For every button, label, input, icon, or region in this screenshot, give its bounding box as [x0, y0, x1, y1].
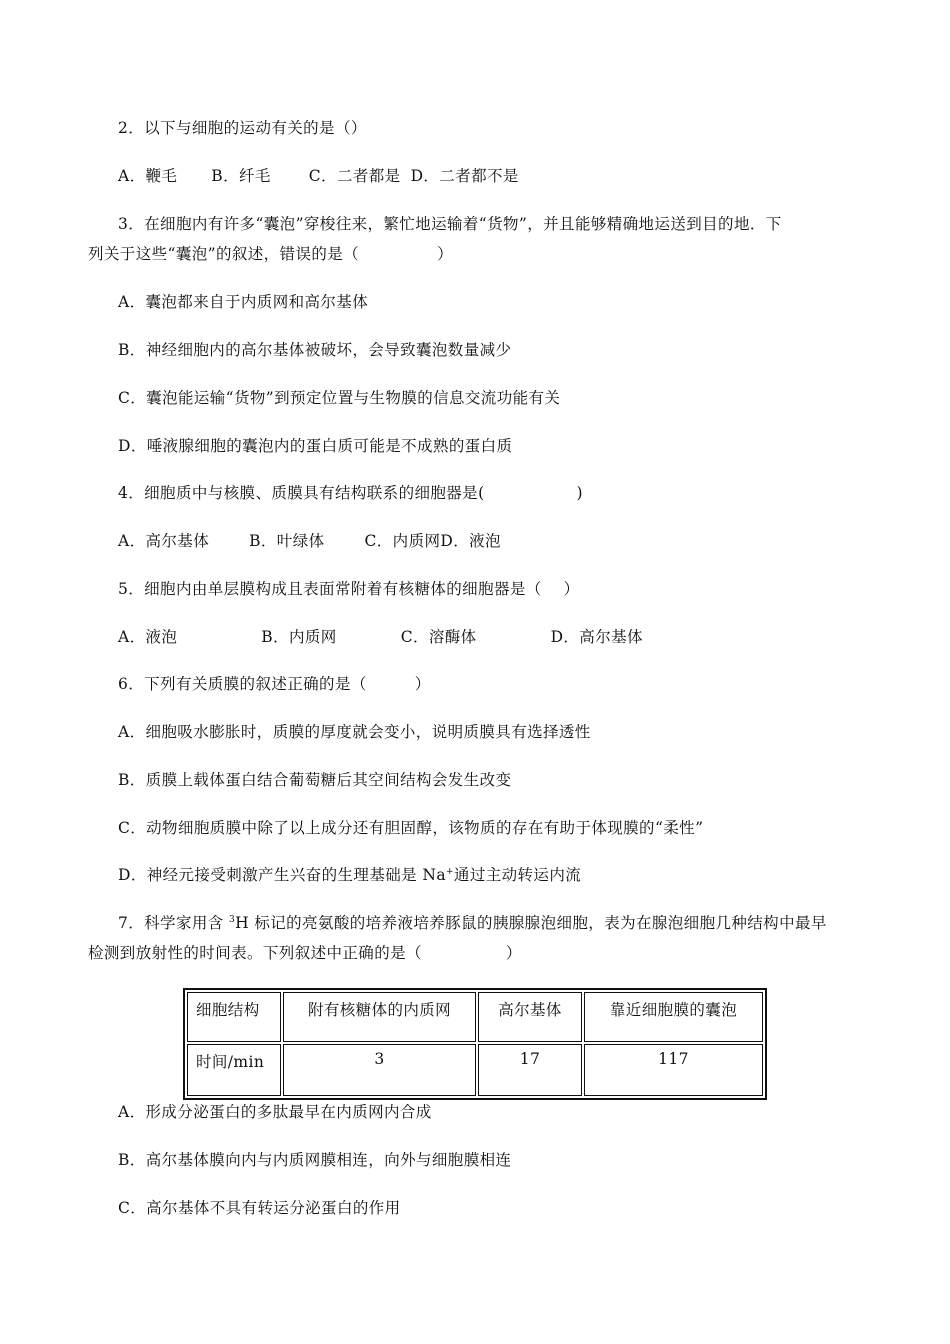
- q3-option-d: D．唾液腺细胞的囊泡内的蛋白质可能是不成熟的蛋白质: [118, 437, 513, 455]
- q6-option-d: [118, 865, 581, 885]
- q2-option-d: D．二者都不是: [410, 167, 519, 185]
- q6-option-c: C．动物细胞质膜中除了以上成分还有胆固醇，该物质的存在有助于体现膜的“柔性”: [118, 819, 704, 837]
- table-header-cell: 细胞结构: [187, 992, 281, 1042]
- q3-option-a: A．囊泡都来自于内质网和高尔基体: [118, 293, 369, 311]
- q3-stem-line2: [88, 244, 453, 264]
- q5-option-d: D．高尔基体: [550, 628, 643, 646]
- table-header-cell: 高尔基体: [478, 992, 582, 1042]
- table-cell: 117: [584, 1044, 763, 1096]
- q4-option-c: C．内质网: [364, 532, 441, 550]
- table-row: [187, 1044, 763, 1096]
- q6-stem: [118, 674, 431, 694]
- q7-time-table: [183, 988, 767, 1100]
- q7-option-c: C．高尔基体不具有转运分泌蛋白的作用: [118, 1199, 401, 1217]
- table-cell: 3: [283, 1044, 476, 1096]
- q4-stem-close: ): [576, 484, 583, 502]
- q3-stem-line1: 3．在细胞内有许多“囊泡”穿梭往来，繁忙地运输着“货物”，并且能够精确地运送到目的地．下: [118, 215, 782, 233]
- q2-stem: 2．以下与细胞的运动有关的是（）: [118, 119, 367, 137]
- table-header-cell: 附有核糖体的内质网: [283, 992, 476, 1042]
- q6-stem-close: ）: [414, 675, 431, 693]
- table-header-cell: 靠近细胞膜的囊泡: [584, 992, 763, 1042]
- q7-stem2-close: ）: [505, 944, 522, 962]
- q2-option-b: B．纤毛: [211, 167, 271, 185]
- q6-option-a: A．细胞吸水膨胀时，质膜的厚度就会变小，说明质膜具有选择透性: [118, 723, 591, 741]
- q7-stem-line1: [118, 913, 827, 933]
- q4-stem-text: 4．细胞质中与核膜、质膜具有结构联系的细胞器是(: [118, 484, 485, 502]
- q2-option-c: C．二者都是: [308, 167, 401, 185]
- q5-option-a: A．液泡: [118, 628, 178, 646]
- q7-stem-sup: 3: [229, 914, 236, 925]
- q6-stem-text: 6．下列有关质膜的叙述正确的是（: [118, 675, 367, 693]
- q5-stem-text: 5．细胞内由单层膜构成且表面常附着有核糖体的细胞器是（: [118, 580, 542, 598]
- table-header-row: [187, 992, 763, 1042]
- q6-option-b: B．质膜上载体蛋白结合葡萄糖后其空间结构会发生改变: [118, 771, 512, 789]
- table-cell: 17: [478, 1044, 582, 1096]
- q5-stem-close: ）: [563, 580, 580, 598]
- q7-stem2-text: 检测到放射性的时间表。下列叙述中正确的是（: [88, 944, 422, 962]
- q7-stem-text: 7．科学家用含: [118, 914, 229, 932]
- q3-option-b: B．神经细胞内的高尔基体被破坏，会导致囊泡数量减少: [118, 341, 512, 359]
- q5-option-c: C．溶酶体: [400, 628, 477, 646]
- q5-stem: [118, 579, 580, 599]
- q4-options: [118, 531, 501, 551]
- q4-option-b: B．叶绿体: [249, 532, 325, 550]
- q7-option-b: B．高尔基体膜向内与内质网膜相连，向外与细胞膜相连: [118, 1151, 512, 1169]
- q4-option-d: D．液泡: [440, 532, 501, 550]
- q7-stem-rest: H 标记的亮氨酸的培养液培养豚鼠的胰腺腺泡细胞，表为在腺泡细胞几种结构中最早: [235, 914, 827, 932]
- q4-stem: [118, 483, 583, 503]
- q3-stem-text: 列关于这些“囊泡”的叙述，错误的是（: [88, 245, 360, 263]
- q7-option-a: A．形成分泌蛋白的多肽最早在内质网内合成: [118, 1103, 432, 1121]
- q6-option-d-rest: 通过主动转运内流: [453, 866, 582, 884]
- q2-options: [118, 166, 519, 186]
- q4-option-a: A．高尔基体: [118, 532, 210, 550]
- q7-stem-line2: [88, 943, 522, 963]
- q2-option-a: A．鞭毛: [118, 167, 178, 185]
- q6-option-d-sup: +: [445, 866, 454, 877]
- q5-options: [118, 627, 643, 647]
- q3-option-c: C．囊泡能运输“货物”到预定位置与生物膜的信息交流功能有关: [118, 389, 561, 407]
- q3-stem-close: ）: [437, 245, 453, 263]
- table-row-label: 时间/min: [187, 1044, 281, 1096]
- q5-option-b: B．内质网: [261, 628, 337, 646]
- q6-option-d-text: D．神经元接受刺激产生兴奋的生理基础是 Na: [118, 866, 446, 884]
